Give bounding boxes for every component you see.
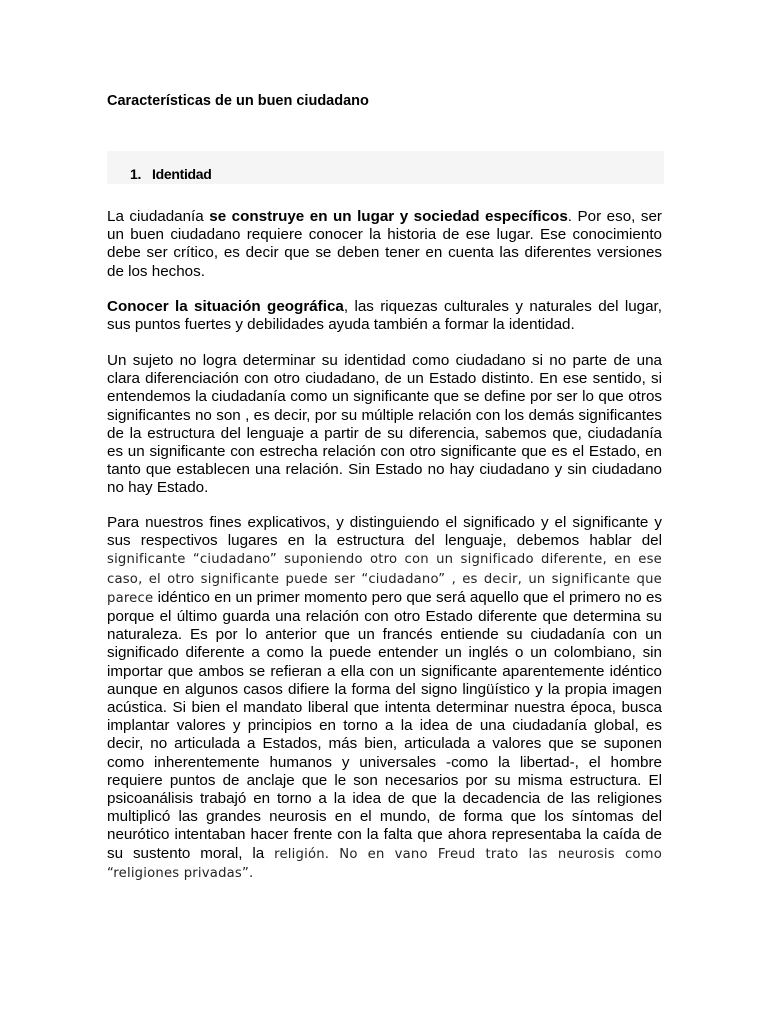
paragraph-4-text-c: idéntico en un primer momento pero que será aquello que el primero no es porque el último guarda una relación con otro Estado diferente que determina su naturaleza. Es por lo anterior que un francés entiende su ciudadanía con un significado diferente a como la puede entender un inglés o un colombiano, sin importar que ambos se refieran a ella con un significante aparentemente idéntico aunque en algunos casos difiere la forma del signo lingüístico y la propia imagen acústica. Si bien el mandato liberal que intenta determinar nuestra época, busca implantar valores y principios en torno a la idea de una ciudadanía global, es decir, no articulada a Estados, más bien, articulada a valores que se suponen como inherentemente humanos y universales -como la libertad-, el hombre requiere puntos de anclaje que le son necesarios por su misma estructura. El psicoanálisis trabajó en torno a la idea de que la decadencia de las religiones multiplicó las grandes neurosis en el mundo, de forma que los síntomas del neurótico intentaban hacer frente con la falta que ahora representaba la caída de su sustento moral, la: [107, 588, 662, 862]
section-heading-text: Identidad: [152, 166, 212, 182]
paragraph-4-alt-font-a: significante “ciudadano” suponiendo otro con un significado diferente, en ese caso, el otro significante puede ser “ciudadano” , es decir, un significante que parece: [107, 552, 662, 606]
section-number: 1.: [130, 166, 142, 182]
paragraph-3: Un sujeto no logra determinar su identidad como ciudadano si no parte de una clara diferenciación con otro ciudadano, de un Estado distinto. En ese sentido, si entendemos la ciudadanía como un significante que se define por ser lo que otros significantes no son , es decir, por su múltiple relación con los demás significantes de la estructura del lenguaje a partir de su diferencia, sabemos que, ciudadanía es un significante con estrecha relación con otro significante que es el Estado, en tanto que establecen una relación. Sin Estado no hay ciudadano y sin ciudadano no hay Estado.: [107, 352, 662, 497]
paragraph-4-text-a: Para nuestros fines explicativos, y distinguiendo el significado y el significante y sus respectivos lugares en la estructura del lenguaje, debemos hablar del: [107, 514, 662, 550]
paragraph-4-alt-font-b: religión. No en vano Freud trato las neurosis como “religiones privadas”.: [107, 846, 662, 881]
paragraph-1: [107, 208, 662, 281]
paragraph-2-text: , las riquezas culturales y naturales del lugar, sus puntos fuertes y debilidades ayuda también a formar la identidad.: [107, 298, 662, 334]
paragraph-1-text-c: . Por eso, ser un buen ciudadano requiere conocer la historia de ese lugar. Ese conocimiento debe ser crítico, es decir que se deben tener en cuenta las diferentes versiones de los hechos.: [107, 208, 662, 280]
paragraph-1-text-a: La ciudadanía: [107, 208, 210, 225]
document-title: Características de un buen ciudadano: [107, 93, 369, 109]
section-heading: [130, 166, 212, 182]
paragraph-2: [107, 298, 662, 334]
paragraph-1-bold: se construye en un lugar y sociedad específicos: [209, 208, 568, 225]
paragraph-4: [107, 514, 662, 883]
paragraph-2-bold: Conocer la situación geográfica: [107, 298, 344, 315]
